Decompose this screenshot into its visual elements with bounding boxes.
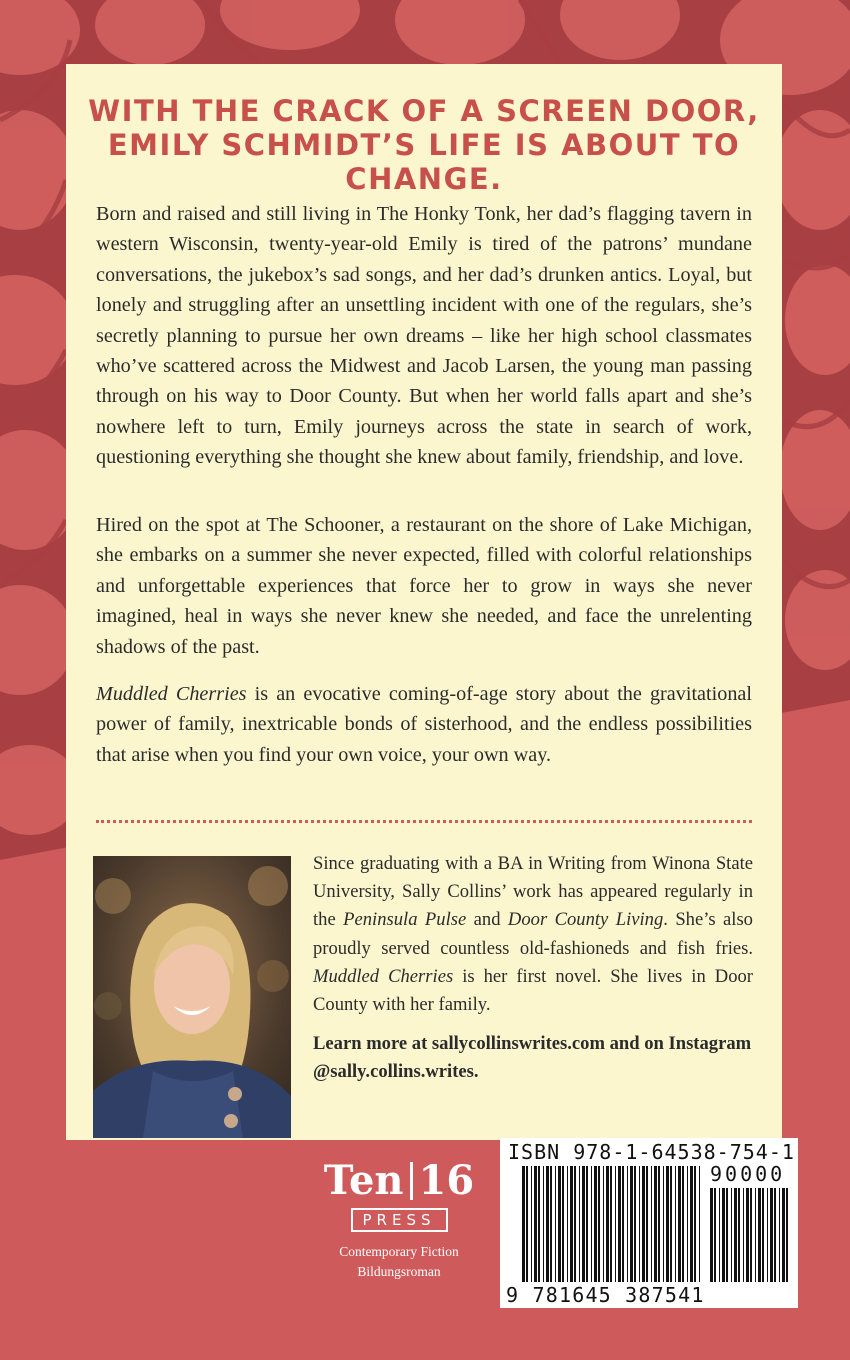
barcode-bar (746, 1188, 749, 1282)
barcode-bar (567, 1166, 568, 1282)
barcode-bar (598, 1166, 600, 1282)
barcode-bar (570, 1166, 573, 1282)
barcode-bar (694, 1166, 696, 1282)
barcode-bar (714, 1188, 716, 1282)
barcode-bar (710, 1188, 713, 1282)
author-bio-book-title: Muddled Cherries (313, 965, 454, 987)
publisher-logo (316, 1158, 482, 1282)
genre-label-1: Contemporary Fiction (339, 1244, 459, 1259)
barcode-bar (670, 1166, 672, 1282)
synopsis-paragraph-3 (96, 679, 752, 770)
barcode-bar (731, 1188, 732, 1282)
barcode-bar (594, 1166, 597, 1282)
barcode-bar (726, 1188, 728, 1282)
publisher-press-label: PRESS (351, 1208, 448, 1232)
price-code: 90000 (710, 1162, 786, 1186)
synopsis-paragraph-2: Hired on the spot at The Schooner, a restaurant on the shore of Lake Michigan, she embarks on a summer she never expected, filled with colorful relationships and unforgettable experiences that force her to grow in ways she never imagined, heal in ways she never knew she needed, and face the unrelenting shadows of the past. (96, 514, 752, 658)
barcode-bar (627, 1166, 628, 1282)
publication-peninsula-pulse: Peninsula Pulse (343, 909, 467, 931)
barcode-bar (678, 1166, 681, 1282)
barcode-bar (639, 1166, 640, 1282)
barcode-bar (630, 1166, 633, 1282)
barcode-bar (606, 1166, 609, 1282)
barcode-bar (782, 1188, 785, 1282)
barcode-bar (774, 1188, 776, 1282)
barcode-bar (675, 1166, 676, 1282)
barcode-bar (579, 1166, 580, 1282)
publication-door-county-living: Door County Living (507, 909, 664, 931)
ean-barcode-bars (522, 1166, 702, 1282)
barcode-bar (734, 1188, 737, 1282)
barcode-bar (615, 1166, 616, 1282)
barcode-bar (531, 1166, 532, 1282)
barcode-bar (603, 1166, 604, 1282)
synopsis-paragraph-1: Born and raised and still living in The Honky Tonk, her dad’s flagging tavern in western Wisconsin, twenty-year-old Emily is tired of the patrons’ mundane conversations, the jukebox’s sad songs, and her dad’s drunken antics. Loyal, but lonely and struggling after an unsettling incident with one of the regulars, she’s secretly planning to pursue her own dreams – like her high school classmates who’ve scattered across the Midwest and Jacob Larsen, the young man passing through on his way to Door County. But when her world falls apart and she’s nowhere left to turn, Emily journeys across the state in search of work, questioning everything she thought she knew about family, friendship, and love. (96, 203, 752, 469)
barcode-bar (651, 1166, 652, 1282)
barcode-bar (738, 1188, 740, 1282)
barcode-bar (622, 1166, 624, 1282)
barcode-bar (658, 1166, 660, 1282)
barcode-bar (522, 1166, 525, 1282)
learn-more-line: Learn more at sallycollinswrites.com and on Instagram @sally.collins.writes. (313, 1033, 752, 1083)
isbn-barcode (500, 1138, 798, 1308)
isbn-number: ISBN 978-1-64538-754-1 (508, 1140, 795, 1164)
barcode-bar (642, 1166, 645, 1282)
barcode-bar (574, 1166, 576, 1282)
ean-digits: 9 781645 387541 (506, 1283, 705, 1307)
barcode-bar (534, 1166, 537, 1282)
barcode-bar (634, 1166, 636, 1282)
barcode-bar (690, 1166, 693, 1282)
barcode-bar (543, 1166, 544, 1282)
barcode-bar (546, 1166, 549, 1282)
dotted-divider (96, 820, 752, 823)
barcode-bar (654, 1166, 657, 1282)
barcode-bar (526, 1166, 528, 1282)
barcode-bar (687, 1166, 688, 1282)
barcode-bar (719, 1188, 720, 1282)
barcode-bar (767, 1188, 768, 1282)
publisher-wordmark (316, 1158, 482, 1204)
barcode-bar (586, 1166, 588, 1282)
barcode-bar (682, 1166, 684, 1282)
barcode-bar (618, 1166, 621, 1282)
barcode-bar (591, 1166, 592, 1282)
author-bio (313, 850, 753, 1019)
author-photo (93, 856, 291, 1138)
barcode-bar (762, 1188, 764, 1282)
barcode-bar (558, 1166, 561, 1282)
barcode-bar (582, 1166, 585, 1282)
barcode-bar (550, 1166, 552, 1282)
barcode-bar (666, 1166, 669, 1282)
author-bio-text-3: . She’s also proudly served countless old-fashioneds and fish fries. (313, 909, 753, 959)
headline-line-2: EMILY SCHMIDT’S LIFE IS ABOUT TO CHANGE. (107, 128, 741, 196)
logo-divider-bar (410, 1162, 413, 1200)
barcode-bar (743, 1188, 744, 1282)
barcode-bar (646, 1166, 648, 1282)
author-bio-text-4: is her first novel. She lives in Door County with her family. (313, 965, 753, 1016)
barcode-bar (755, 1188, 756, 1282)
barcode-bar (750, 1188, 752, 1282)
publisher-name-left: Ten (323, 1157, 404, 1204)
genre-label-2: Bildungsroman (357, 1264, 441, 1279)
barcode-bar (663, 1166, 664, 1282)
headline-line-1: WITH THE CRACK OF A SCREEN DOOR, (88, 94, 760, 128)
book-title: Muddled Cherries (96, 683, 247, 705)
barcode-bar (699, 1166, 700, 1282)
barcode-bar (538, 1166, 540, 1282)
author-bio-text-1: Since graduating with a BA in Writing from Winona State University, Sally Collins’ work has appeared regularly in the (313, 853, 753, 931)
barcode-bar (779, 1188, 780, 1282)
addon-barcode-bars (710, 1188, 790, 1282)
barcode-bar (610, 1166, 612, 1282)
barcode-bar (562, 1166, 564, 1282)
barcode-bar (770, 1188, 773, 1282)
barcode-bar (758, 1188, 761, 1282)
barcode-bar (555, 1166, 556, 1282)
barcode-bar (722, 1188, 725, 1282)
barcode-bar (786, 1188, 788, 1282)
author-bio-text-2: and (466, 909, 508, 931)
synopsis-paragraph-3-text: is an evocative coming-of-age story about the gravitational power of family, inextricable bonds of sisterhood, and the endless possibilities that arise when you find your own voice, your own way. (96, 683, 752, 766)
publisher-name-right: 16 (418, 1157, 475, 1204)
